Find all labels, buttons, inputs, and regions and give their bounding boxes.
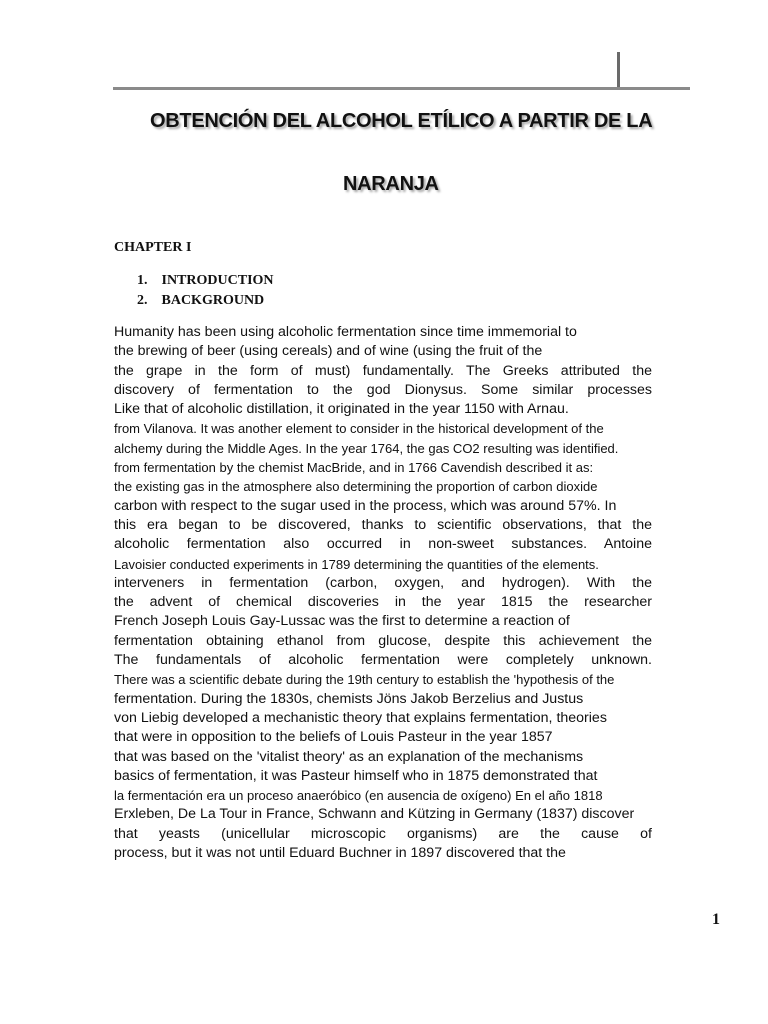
chapter-outline-list — [137, 271, 274, 311]
body-line: that were in opposition to the beliefs of Louis Pasteur in the year 1857 — [114, 729, 553, 746]
body-line: la fermentación era un proceso anaeróbico (en ausencia de oxígeno) En el año 1818 — [114, 788, 603, 804]
document-title-line-1: OBTENCIÓN DEL ALCOHOL ETÍLICO A PARTIR DE LA — [150, 110, 653, 132]
body-line: carbon with respect to the sugar used in the process, which was around 57%. In — [114, 497, 617, 514]
outline-item-label: BACKGROUND — [161, 293, 265, 308]
outline-item-label: INTRODUCTION — [161, 273, 274, 288]
body-line: Humanity has been using alcoholic fermentation since time immemorial to — [114, 324, 577, 340]
body-line: this era began to be discovered, thanks to scientific observations, that the — [114, 516, 652, 533]
body-line: fermentation obtaining ethanol from glucose, despite this achievement the — [114, 632, 652, 649]
body-line: the existing gas in the atmosphere also determining the proportion of carbon dioxide — [114, 479, 598, 495]
document-title-line-2: NARANJA — [343, 173, 439, 195]
body-line: fermentation. During the 1830s, chemists Jöns Jakob Berzelius and Justus — [114, 690, 584, 707]
body-line: from fermentation by the chemist MacBride, and in 1766 Cavendish described it as: — [114, 460, 594, 476]
body-line: discovery of fermentation to the god Dionysus. Some similar processes — [114, 381, 652, 398]
body-line: Like that of alcoholic distillation, it originated in the year 1150 with Arnau. — [114, 401, 569, 418]
body-paragraph — [114, 323, 652, 863]
body-line: alcoholic fermentation also occurred in non-sweet substances. Antoine — [114, 536, 652, 553]
body-line: The fundamentals of alcoholic fermentation were completely unknown. — [114, 652, 652, 669]
body-line: alchemy during the Middle Ages. In the year 1764, the gas CO2 resulting was identified. — [114, 440, 619, 456]
body-line: the grape in the form of must) fundamentally. The Greeks attributed the — [114, 362, 652, 379]
outline-item — [137, 271, 274, 291]
body-line: the brewing of beer (using cereals) and of wine (using the fruit of the — [114, 343, 543, 360]
outline-item — [137, 291, 274, 311]
body-line: that was based on the 'vitalist theory' as an explanation of the mechanisms — [114, 748, 584, 765]
body-line: Lavoisier conducted experiments in 1789 determining the quantities of the elements. — [114, 556, 599, 572]
body-line: Erxleben, De La Tour in France, Schwann and Kützing in Germany (1837) discover — [114, 806, 635, 823]
body-line: There was a scientific debate during the 19th century to establish the 'hypothesis of the — [114, 672, 615, 688]
header-rule — [113, 87, 690, 90]
outline-item-number: 1. — [137, 273, 148, 288]
body-line: from Vilanova. It was another element to consider in the historical development of the — [114, 421, 604, 437]
body-line: basics of fermentation, it was Pasteur himself who in 1875 demonstrated that — [114, 767, 598, 784]
header-tick-mark — [617, 52, 620, 87]
body-line: interveners in fermentation (carbon, oxygen, and hydrogen). With the — [114, 574, 652, 591]
body-line: von Liebig developed a mechanistic theory that explains fermentation, theories — [114, 709, 607, 726]
page-number: 1 — [712, 911, 720, 928]
body-line: that yeasts (unicellular microscopic organisms) are the cause of — [114, 825, 652, 842]
chapter-heading: CHAPTER I — [114, 240, 192, 255]
outline-item-number: 2. — [137, 293, 148, 308]
body-line: French Joseph Louis Gay-Lussac was the first to determine a reaction of — [114, 613, 570, 630]
body-line: process, but it was not until Eduard Buchner in 1897 discovered that the — [114, 845, 566, 862]
body-line: the advent of chemical discoveries in the year 1815 the researcher — [114, 594, 652, 611]
